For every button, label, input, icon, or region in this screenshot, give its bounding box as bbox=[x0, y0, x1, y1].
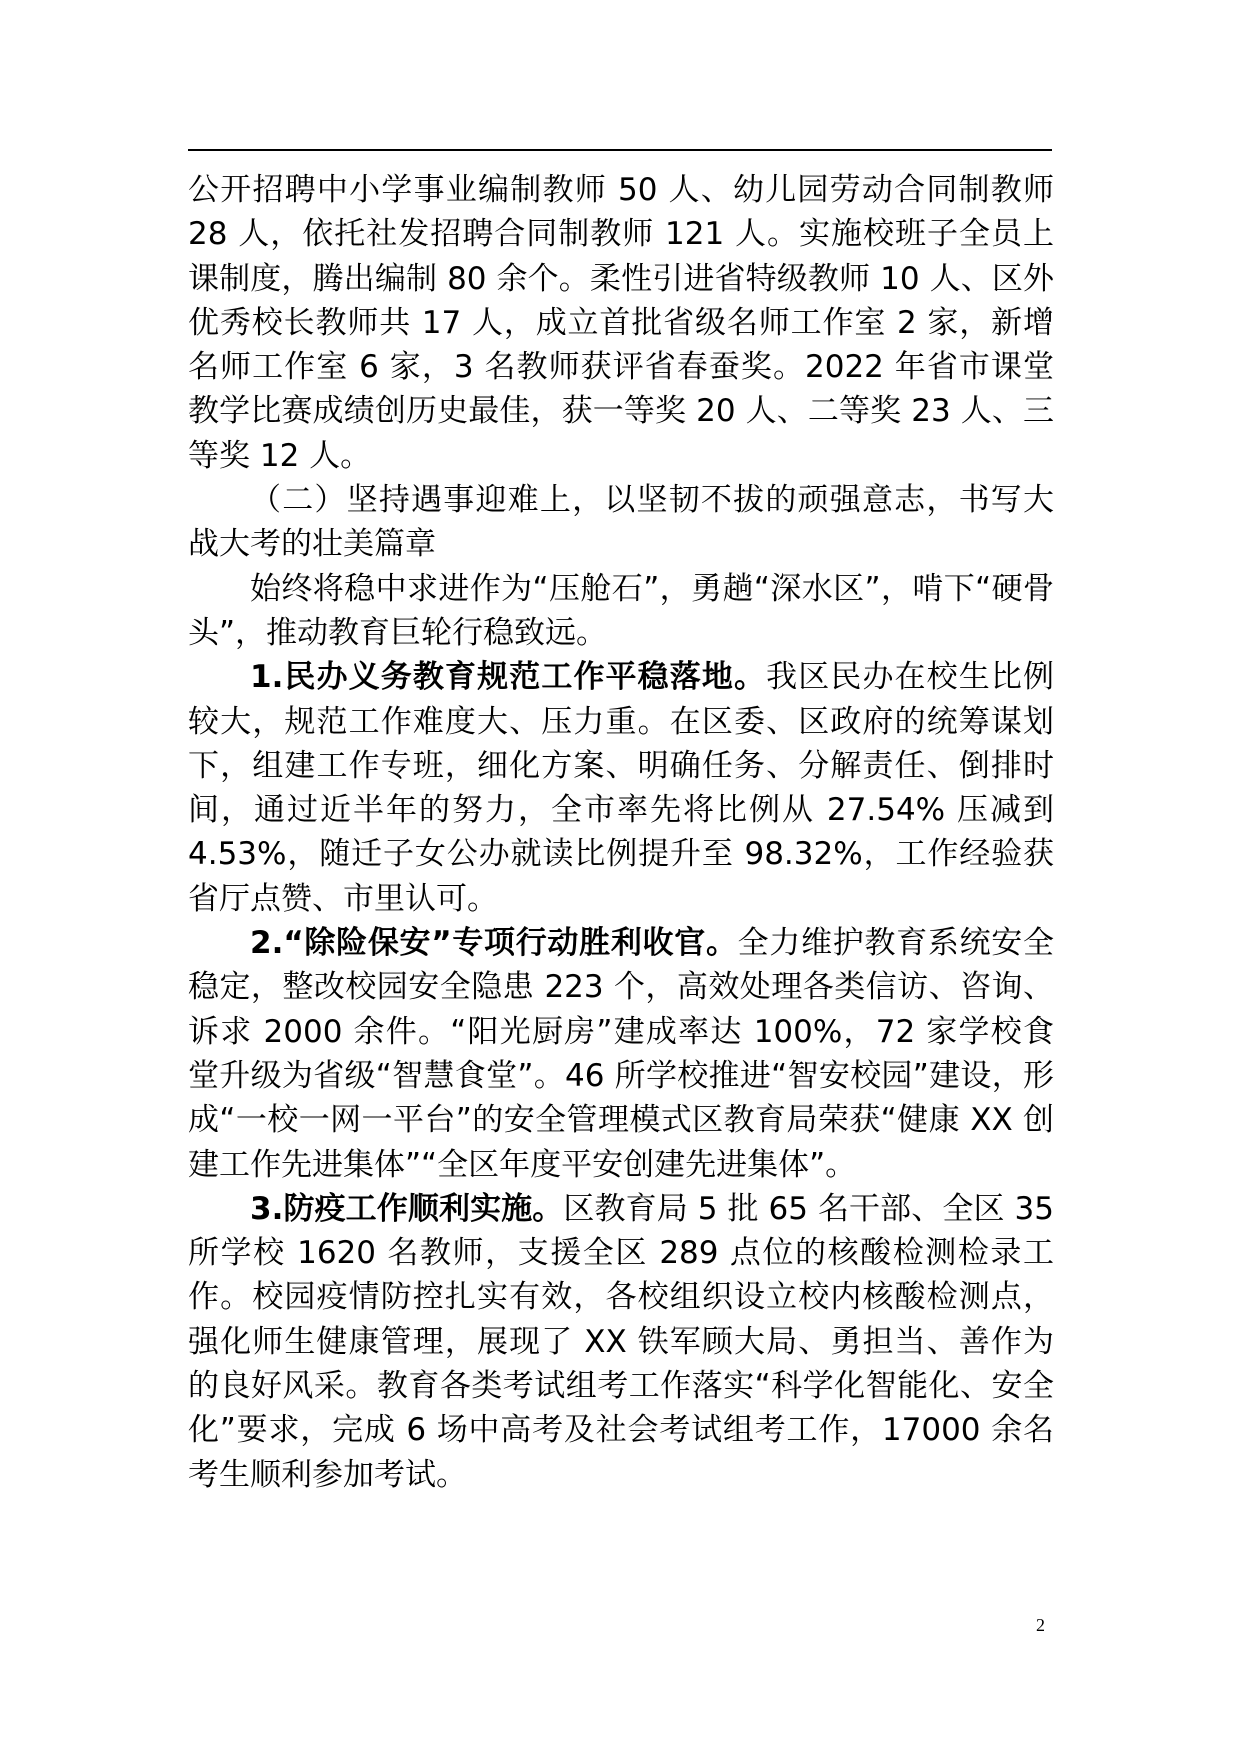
header-rule bbox=[188, 149, 1052, 151]
paragraph-text: 我区民办在校生比例较大，规范工作难度大、压力重。在区委、区政府的统筹谋划下，组建工作专班，细化方案、明确任务、分解责任、倒排时间，通过近半年的努力，全市率先将比例从 27.54% 压减到 4.53%，随迁子女公办就读比例提升至 98.32%，工作经验获省厅点赞、市里认可。 bbox=[188, 659, 1054, 917]
document-body bbox=[188, 168, 1054, 1497]
paragraph-text: 区教育局 5 批 65 名干部、全区 35 所学校 1620 名教师，支援全区 289 点位的核酸检测检录工作。校园疫情防控扎实有效，各校组织设立校内核酸检测点，强化师生健康管理，展现了 XX 铁军顾大局、勇担当、善作为的良好风采。教育各类考试组考工作落实“科学化智能化、安全化”要求，完成 6 场中高考及社会考试组考工作，17000 余名考生顺利参加考试。 bbox=[188, 1190, 1054, 1493]
page-number: 2 bbox=[1036, 1615, 1045, 1635]
item-3-heading: 3.防疫工作顺利实施。 bbox=[250, 1190, 564, 1227]
paragraph-item-2 bbox=[188, 921, 1054, 1187]
item-1-heading: 1.民办义务教育规范工作平稳落地。 bbox=[250, 659, 767, 696]
paragraph-text: 始终将稳中求进作为“压舱石”，勇趟“深水区”，啃下“硬骨头”，推动教育巨轮行稳致远。 bbox=[188, 570, 1054, 651]
section-heading-2 bbox=[188, 478, 1054, 567]
paragraph-item-3 bbox=[188, 1187, 1054, 1497]
paragraph-item-1 bbox=[188, 655, 1054, 921]
paragraph-recruitment bbox=[188, 168, 1054, 478]
paragraph-text: 全力维护教育系统安全稳定，整改校园安全隐患 223 个，高效处理各类信访、咨询、诉求 2000 余件。“阳光厨房”建成率达 100%，72 家学校食堂升级为省级“智慧食堂”。46 所学校推进“智安校园”建设，形成“一校一网一平台”的安全管理模式区教育局荣获“健康 XX 创建工作先进集体”“全区年度平安创建先进集体”。 bbox=[188, 925, 1055, 1183]
item-2-heading: 2.“除险保安”专项行动胜利收官。 bbox=[250, 925, 738, 962]
paragraph-text: 公开招聘中小学事业编制教师 50 人、幼儿园劳动合同制教师 28 人，依托社发招聘合同制教师 121 人。实施校班子全员上课制度，腾出编制 80 余个。柔性引进省特级教师 10 人、区外优秀校长教师共 17 人，成立首批省级名师工作室 2 家，新增名师工作室 6 家，3 名教师获评省春蚕奖。2022 年省市课堂教学比赛成绩创历史最佳，获一等奖 20 人、二等奖 23 人、三等奖 12 人。 bbox=[188, 172, 1054, 474]
paragraph-intro bbox=[188, 567, 1054, 656]
section-heading-text: （二）坚持遇事迎难上，以坚韧不拔的顽强意志，书写大战大考的壮美篇章 bbox=[188, 482, 1054, 563]
